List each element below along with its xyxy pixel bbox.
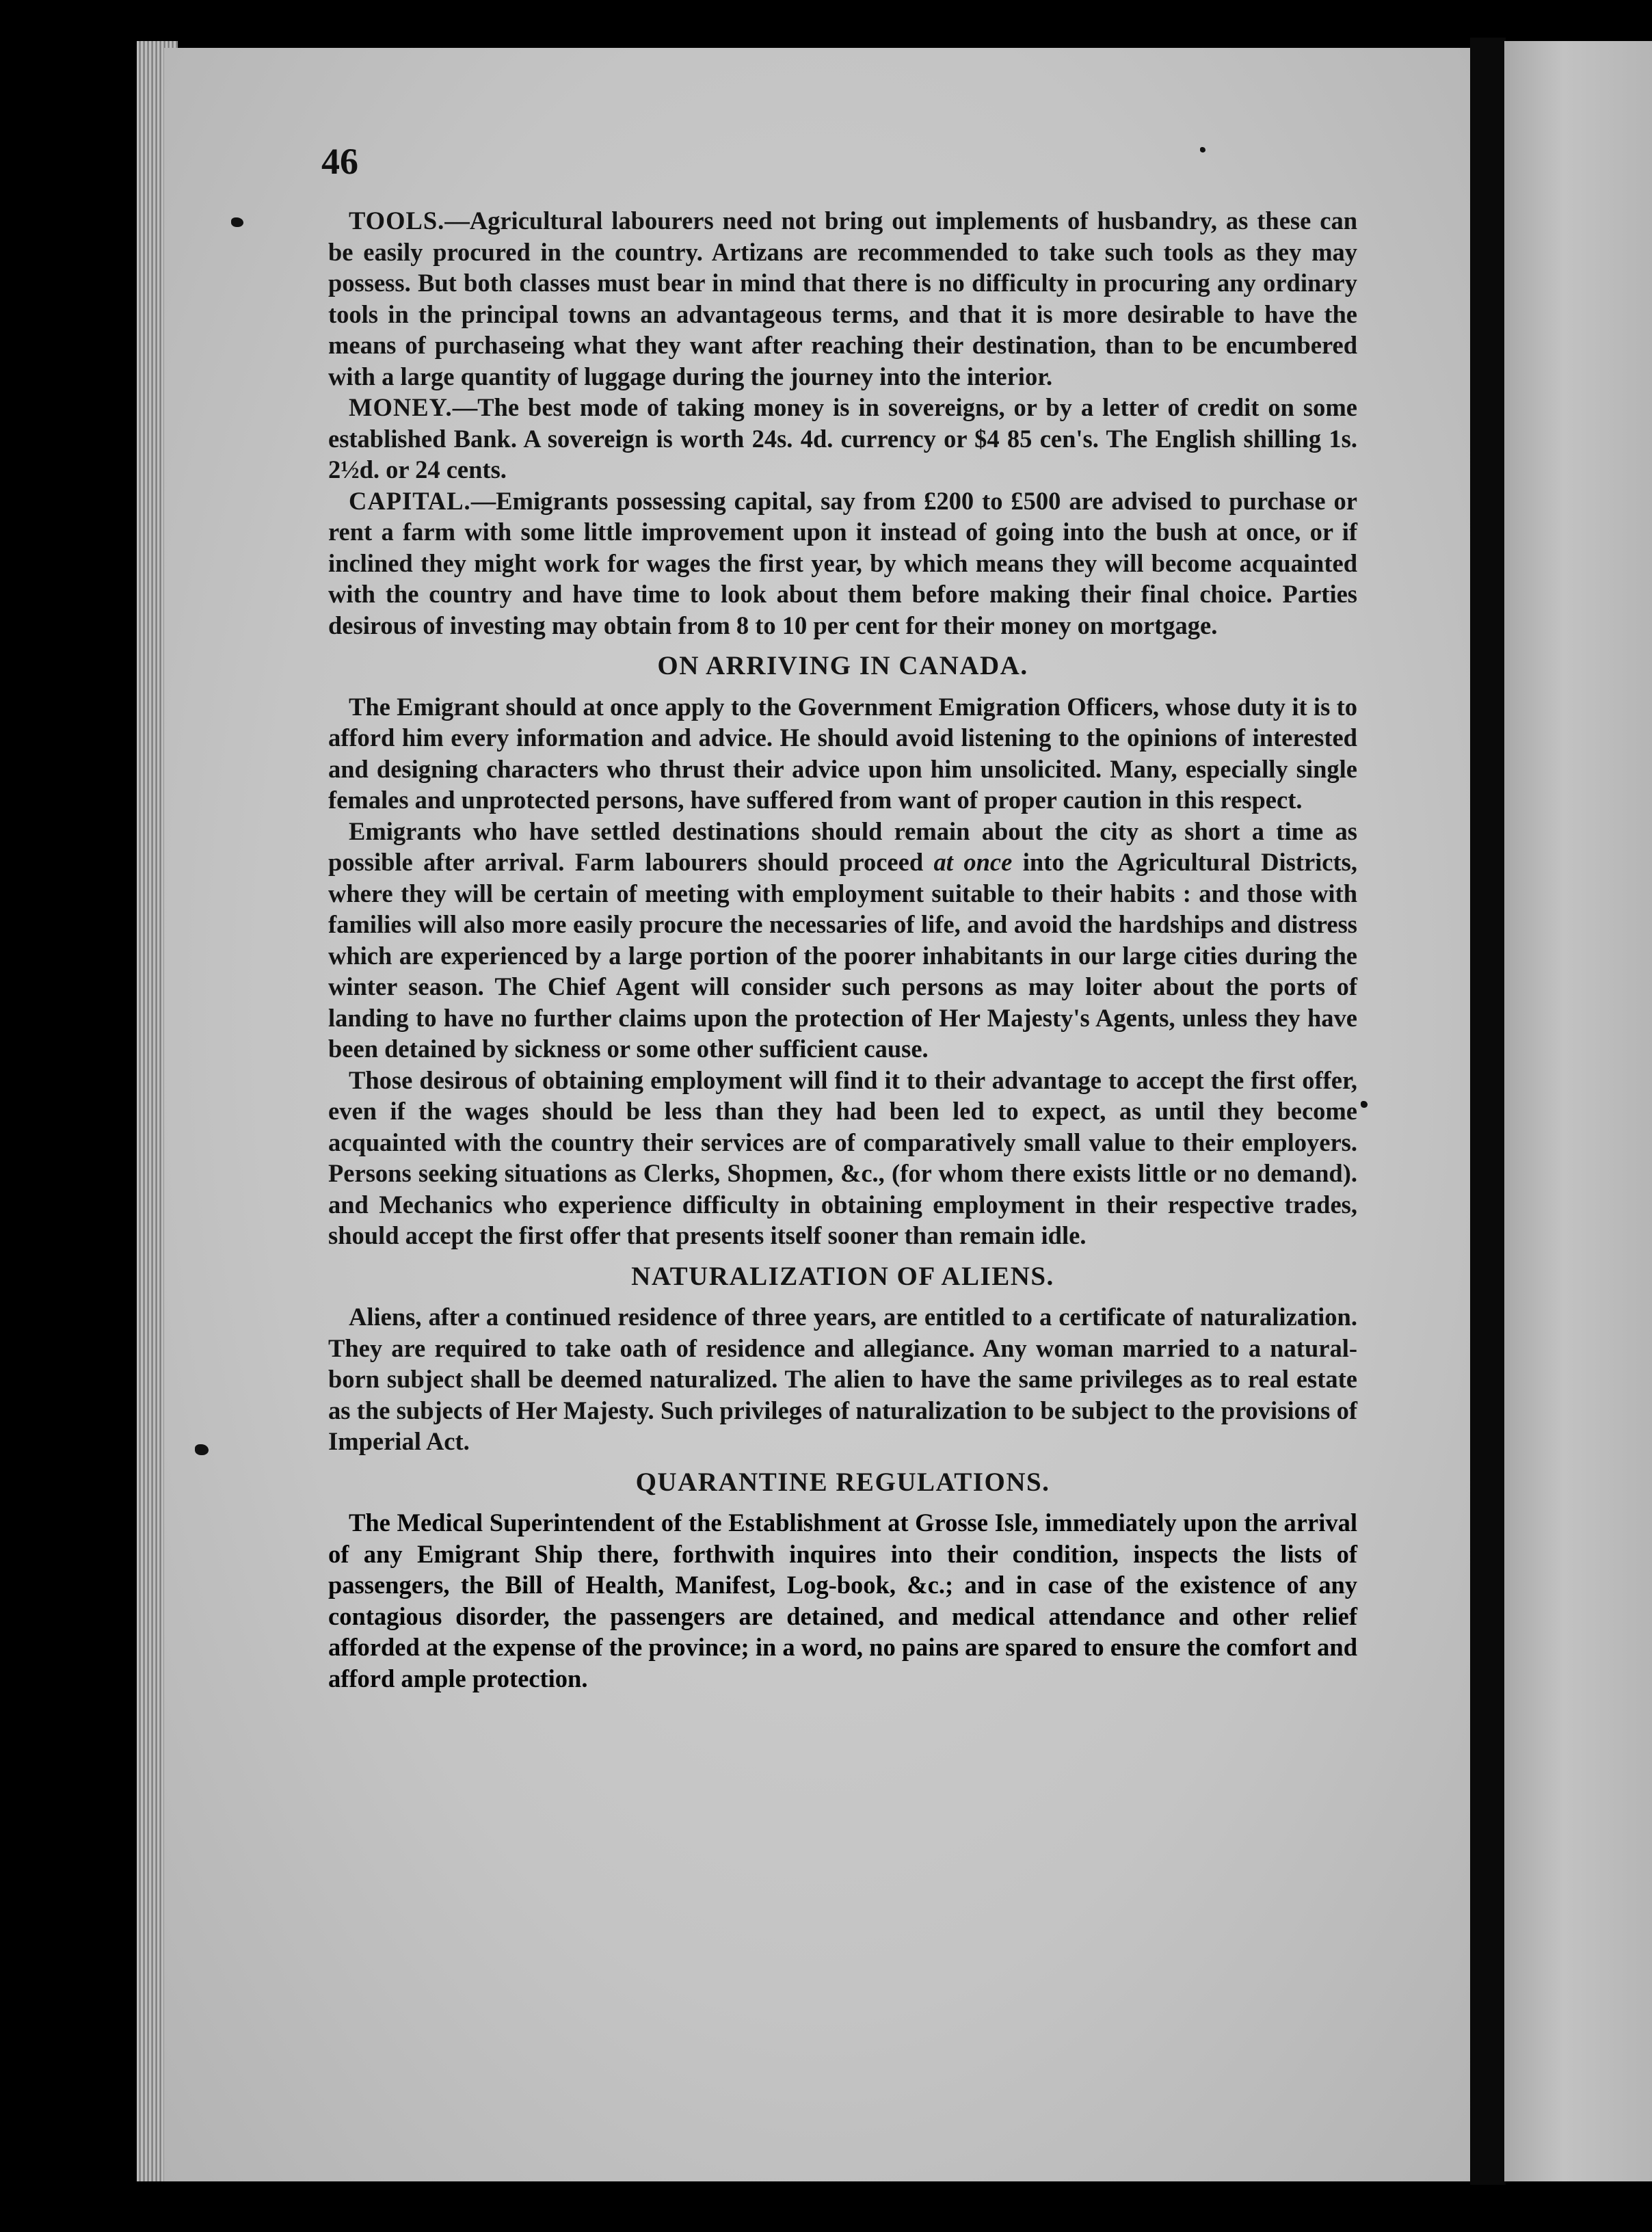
tools-paragraph <box>328 205 1357 392</box>
arriving-p2-before: Emigrants who have settled destinations should remain about the city as short a time as possible after arrival. Farm labourers should proceed <box>328 816 1357 876</box>
margin-mark <box>231 217 243 227</box>
money-lead: MONEY. <box>349 393 453 421</box>
facing-page <box>1504 41 1652 2181</box>
margin-mark <box>1361 1101 1368 1108</box>
arriving-paragraph-3: Those desirous of obtaining employment will find it to their advantage to accept the first offer, even if the wages should be less than they had been led to expect, as until they become acquainted with the country their services are of comparatively small value to their employers. Persons seeking situations as Clerks, Shopmen, &c., (for whom there exists little or no demand). and Mechanics who experience difficulty in obtaining employment in their respective trades, should accept the first offer that presents itself sooner than remain idle. <box>328 1065 1357 1249</box>
arriving-paragraph-1: The Emigrant should at once apply to the Government Emigration Officers, whose duty it is to afford him every information and advice. He should avoid listening to the opinions of interested and designing characters who thrust their advice upon him unsolicited. Many, especially single females and unprotected persons, have suffered from want of proper caution in this respect. <box>328 692 1357 814</box>
page-body <box>328 205 1357 1694</box>
capital-text: —Emigrants possessing capital, say from £200 to £500 are advised to purchase or rent a farm with some little improvement upon it instead of going into the bush at once, or if inclined they might work for wages the first year, by which means they will become acquainted with the country and have time to look about them before making their final choice. Parties desirous of investing may obtain from 8 to 10 per cent for their money on mortgage. <box>328 486 1357 639</box>
naturalization-paragraph: Aliens, after a continued residence of three years, are entitled to a certificate of naturalization. They are required to take oath of residence and allegiance. Any woman married to a natural-born subject shall be deemed naturalized. The alien to have the same privileges as to real estate as the subjects of Her Majesty. Such privileges of naturalization to be subject to the provisions of Imperial Act. <box>328 1303 1357 1455</box>
tools-text: —Agricultural labourers need not bring out implements of husbandry, as these can be easily procured in the country. Artizans are recommended to take such tools as they may possess. But both classes must bear in mind that there is no difficulty in procuring any ordinary tools in the principal towns an advantageous terms, and that it is more desirable to have the means of purchaseing what they want after reaching their destination, than to be encumbered with a large quantity of luggage during the journey into the interior. <box>328 207 1357 390</box>
quarantine-heading: QUARANTINE REGULATIONS. <box>635 1467 1050 1497</box>
page-number: 46 <box>321 141 358 182</box>
naturalization-heading: NATURALIZATION OF ALIENS. <box>631 1261 1054 1291</box>
quarantine-paragraph: The Medical Superintendent of the Establishment at Grosse Isle, immediately upon the arrival of any Emigrant Ship there, forthwith inquires into their condition, inspects the lists of passengers, the Bill of Health, Manifest, Log-book, &c.; and in case of the existence of any contagious disorder, the passengers are detained, and medical attendance and other relief afforded at the expense of the province; in a word, no pains are spared to ensure the comfort and afford ample protection. <box>328 1509 1357 1692</box>
arriving-heading: ON ARRIVING IN CANADA. <box>657 651 1028 680</box>
arriving-paragraph-2 <box>328 816 1357 1065</box>
margin-mark <box>1200 147 1205 152</box>
arriving-p2-after: into the Agricultural Districts, where they will be certain of meeting with employment suitable to their habits : and those with families will also more easily procure the necessaries of life, and avoid the hardships and distress which are experienced by a large portion of the poorer inhabitants in our large cities during the winter season. The Chief Agent will consider such persons as may loiter about the ports of landing to have no further claims upon the protection of Her Majesty's Agents, unless they have been detained by sickness or some other sufficient cause. <box>328 848 1357 1063</box>
book-gutter <box>1470 38 1506 2185</box>
tools-lead: TOOLS. <box>349 207 445 235</box>
money-paragraph <box>328 392 1357 486</box>
money-text: —The best mode of taking money is in sovereigns, or by a letter of credit on some established Bank. A sovereign is worth 24s. 4d. currency or $4 85 cen's. The English shilling 1s. 2½d. or 24 cents. <box>328 393 1357 483</box>
capital-paragraph <box>328 486 1357 641</box>
margin-mark <box>195 1444 209 1455</box>
capital-lead: CAPITAL. <box>349 486 471 515</box>
arriving-p2-italic: at once <box>933 848 1013 876</box>
